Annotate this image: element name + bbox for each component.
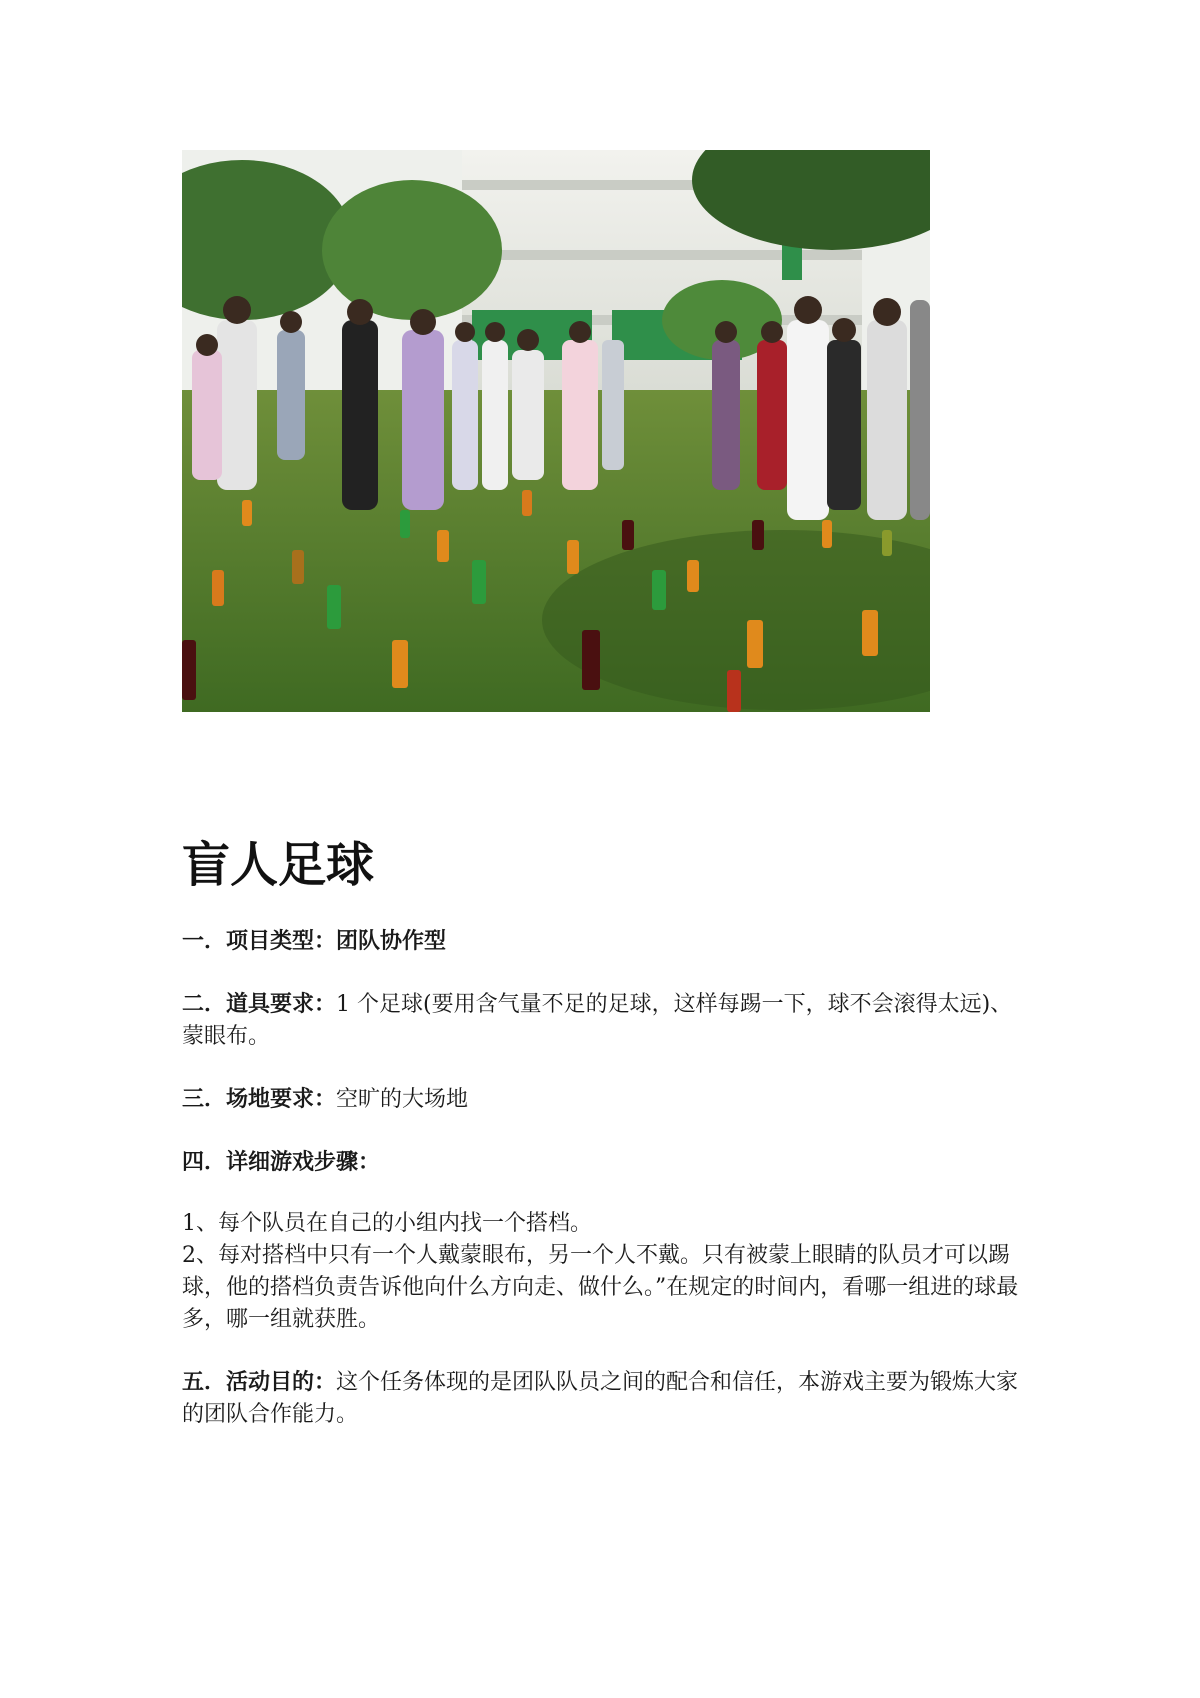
goal-label: 五．活动目的： [182,1369,337,1395]
step-2: 2、每对搭档中只有一个人戴蒙眼布，另一个人不戴。只有被蒙上眼睛的队员才可以踢球，他的搭档负责告诉他向什么方向走、做什么。”在规定的时间内，看哪一组进的球最多，哪一组就获胜。 [182,1243,1019,1332]
steps-heading: 四．详细游戏步骤： [182,1149,381,1175]
content-body [182,925,1032,1431]
goal-section [182,1366,1032,1431]
props-value: 1 个足球(要用含气量不足的足球，这样每踢一下，球不会滚得太远)、蒙眼布。 [182,992,1013,1049]
page-title: 盲人足球 [182,837,375,893]
props-label: 二．道具要求： [182,991,337,1017]
props-section [182,988,1032,1053]
project-type-label: 一．项目类型： [182,928,337,954]
project-type-value: 团队协作型 [336,928,447,954]
venue-value: 空旷的大场地 [336,1087,469,1112]
venue-label: 三．场地要求： [182,1086,337,1112]
goal-value: 这个任务体现的是团队队员之间的配合和信任，本游戏主要为锻炼大家的团队合作能力。 [182,1370,1019,1427]
step-1: 1、每个队员在自己的小组内找一个搭档。 [182,1211,592,1236]
project-type-section [182,925,1032,958]
activity-photo [182,150,930,712]
venue-section [182,1083,1032,1116]
